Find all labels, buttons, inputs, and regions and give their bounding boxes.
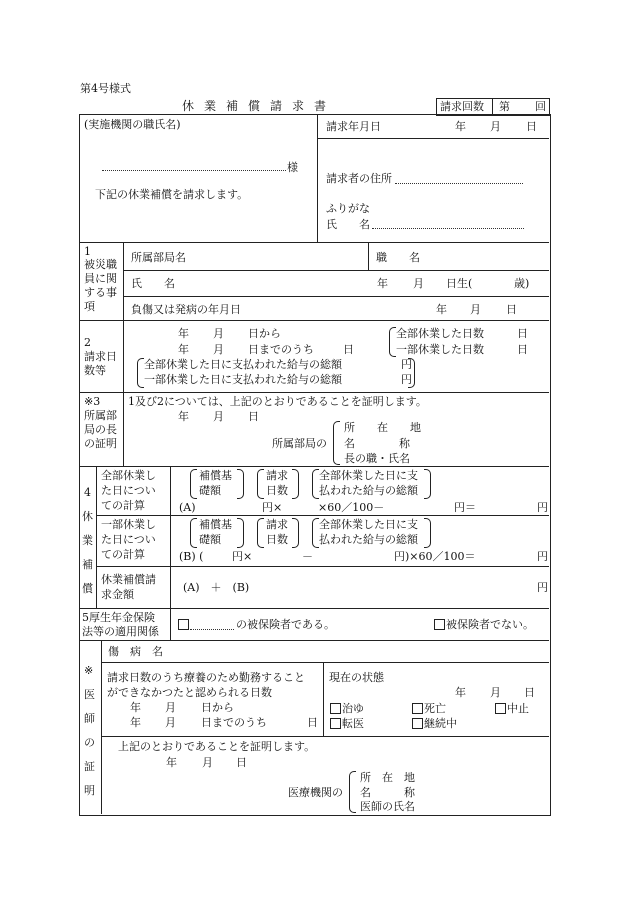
doc-cert-month: 月 [202,756,213,769]
dept-name-label: 所属部局名 [131,251,186,264]
claim-count-dai: 第 [499,100,510,113]
s1-number: 1 [84,245,91,258]
full-calc-label-3: ての計算 [101,499,145,512]
doc-to-day: 日までのうち [201,716,267,729]
s2-from-year: 年 [178,327,189,340]
victim-name-label: 氏 名 [131,277,175,290]
doc-from-day: 日から [201,701,234,714]
full-calc-label-2: た日につい [101,484,156,497]
s4-label-4: 償 [82,582,93,595]
full-formula-result-yen: 円 [537,501,548,514]
s4-number: 4 [84,486,91,499]
injury-year: 年 [436,303,447,316]
status-label: 現在の状態 [329,671,384,684]
claimant-address-line[interactable] [395,183,523,184]
s2-to-day: 日までのうち [248,343,314,356]
partial-days-unit: 日 [517,343,528,356]
position-label: 職 名 [376,251,420,264]
partial-calc-label-3: ての計算 [101,548,145,561]
partial-calc-label-1: 一部休業し [101,518,156,531]
partial-formula-minus: － [302,550,313,563]
claim-days-2b: 日数 [266,533,288,546]
insured-checkbox[interactable] [178,619,189,630]
doctor-label-3: の [84,736,95,749]
status-month: 月 [490,686,501,699]
death-checkbox[interactable] [412,703,423,714]
death-label: 死亡 [424,702,446,715]
s3-label-2: 局の長 [84,423,117,436]
doctor-label-4: 証 [84,760,95,773]
injury-day: 日 [506,303,517,316]
claim-days-1: 請求 [266,469,288,482]
s2-to-month: 月 [213,343,224,356]
partial-formula-b: (B) ( [179,550,204,563]
claim-count-label: 請求回数 [440,100,484,113]
s2-label-2: 数等 [84,364,106,377]
full-formula-a: (A) [179,501,196,514]
s3-dept-of: 所属部局の [272,437,327,450]
s4-label-2: 業 [82,534,93,547]
base-daily-1: 補償基 [199,469,232,482]
claim-count-kai: 回 [535,100,546,113]
facility-name-label: 名 称 [360,786,415,799]
s3-number: ※3 [84,395,101,408]
s3-day: 日 [248,410,259,423]
stopped-checkbox[interactable] [495,703,506,714]
agency-head-label: (実施機関の職氏名) [84,118,181,131]
cured-label: 治ゆ [342,702,364,715]
full-salary-yen: 円 [401,358,412,371]
injury-month: 月 [470,303,481,316]
transfer-label: 転医 [342,717,364,730]
doctor-label-5: 明 [84,784,95,797]
full-formula-rate: ×60／100－ [318,501,385,514]
base-daily-2: 礎額 [199,484,221,497]
birth-day: 日生( [446,277,473,290]
claim-days-1b: 請求 [266,518,288,531]
request-text: 下記の休業補償を請求します。 [95,188,249,201]
claim-month: 月 [490,120,501,133]
claim-year: 年 [455,120,466,133]
s4-label-1: 休 [82,510,93,523]
doc-from-month: 月 [165,701,176,714]
full-formula-eq: 円＝ [454,501,476,514]
claim-day: 日 [526,120,537,133]
s2-days-unit: 日 [343,343,354,356]
continuing-label: 継続中 [424,717,457,730]
doctor-label-2: 師 [84,712,95,725]
injury-date-label: 負傷又は発病の年月日 [131,303,241,316]
s2-number: 2 [84,336,91,349]
s2-from-month: 月 [213,327,224,340]
status-year: 年 [455,686,466,699]
s2-label-1: 請求日 [84,350,117,363]
facility-of-label: 医療機関の [288,786,343,799]
age: 歳) [514,277,530,290]
full-calc-label-1: 全部休業し [101,469,156,482]
s3-name-label: 名 称 [344,437,410,450]
partial-formula-yen-x: 円× [232,550,253,563]
furigana-label: ふりがな [326,202,370,215]
status-day: 日 [524,686,535,699]
partial-salary-label: 一部休業した日に支払われた給与の総額 [144,373,342,386]
partial-salary-yen: 円 [401,373,412,386]
s2-from-day: 日から [248,327,281,340]
s3-label-1: 所属部 [84,409,117,422]
claimant-name-line[interactable] [372,228,524,229]
claim-date-label: 請求年月日 [326,120,381,133]
stopped-label: 中止 [507,702,529,715]
full-formula-yen-x: 円× [262,501,283,514]
disease-name-label: 傷 病 名 [108,645,163,658]
s1-label-2: 員に関 [84,272,117,285]
insured-label: の被保険者である。 [236,618,335,631]
claimant-address-label: 請求者の住所 [326,172,392,185]
total-label-1: 休業補償請 [101,573,156,586]
insurance-name-line[interactable] [190,629,234,630]
s4-label-3: 補 [82,558,93,571]
doctor-days-label-1: 請求日数のうち療養のため勤務すること [107,671,305,684]
partial-calc-label-2: た日につい [101,533,156,546]
claimant-name-label: 氏 名 [326,218,370,231]
not-insured-checkbox[interactable] [434,619,445,630]
s3-month: 月 [213,410,224,423]
continuing-checkbox[interactable] [412,718,423,729]
s2-to-year: 年 [178,343,189,356]
claim-days-2: 日数 [266,484,288,497]
doctor-cert-text: 上記のとおりであることを証明します。 [118,740,316,753]
s3-label-3: の証明 [84,437,117,450]
s1-label-4: 項 [84,300,95,313]
doc-from-year: 年 [130,701,141,714]
total-label-2: 求金額 [101,588,134,601]
doc-cert-year: 年 [166,756,177,769]
doc-to-month: 月 [165,716,176,729]
birth-year: 年 [377,277,388,290]
s1-label-3: する事 [84,286,117,299]
s5-label-2: 法等の適用関係 [82,625,159,638]
partial-formula-result-yen: 円 [537,550,548,563]
base-daily-2b: 礎額 [199,533,221,546]
full-days-label: 全部休業した日数 [396,327,484,340]
total-yen: 円 [537,581,548,594]
full-salary-box-2: 払われた給与の総額 [319,484,418,497]
cured-checkbox[interactable] [330,703,341,714]
partial-salary-box-1: 全部休業した日に支 [319,518,418,531]
total-formula: (A) ＋ (B) [183,581,250,594]
doctor-days-label-2: ができなかつたと認められる日数 [107,686,272,699]
form-number: 第4号様式 [80,82,131,95]
form-title: 休業補償請求書 [182,99,337,113]
doctor-name-label: 医師の氏名 [360,800,415,813]
s3-head-label: 長の職・氏名 [344,452,410,465]
base-daily-1b: 補償基 [199,518,232,531]
facility-location-label: 所 在 地 [360,771,415,784]
sama-label: 様 [287,161,298,174]
form-frame [79,114,551,816]
partial-days-label: 一部休業した日数 [396,343,484,356]
s3-year: 年 [178,410,189,423]
doc-cert-day: 日 [236,756,247,769]
s5-label-1: 5厚生年金保険 [82,611,155,624]
full-salary-box-1: 全部休業した日に支 [319,469,418,482]
birth-month: 月 [413,277,424,290]
not-insured-label: 被保険者でない。 [446,618,534,631]
s3-location-label: 所 在 地 [344,421,421,434]
transfer-checkbox[interactable] [330,718,341,729]
s3-cert-text: 1及び2については、上記のとおりであることを証明します。 [128,395,427,408]
doc-to-year: 年 [130,716,141,729]
s1-label-1: 被災職 [84,258,117,271]
doctor-mark: ※ [84,664,94,677]
doctor-label-1: 医 [84,688,95,701]
doc-days-unit: 日 [307,716,318,729]
partial-salary-box-2: 払われた給与の総額 [319,533,418,546]
agency-name-line[interactable] [102,170,286,171]
partial-formula-rate: 円)×60／100＝ [394,550,476,563]
full-days-unit: 日 [517,327,528,340]
full-salary-label: 全部休業した日に支払われた給与の総額 [144,358,342,371]
